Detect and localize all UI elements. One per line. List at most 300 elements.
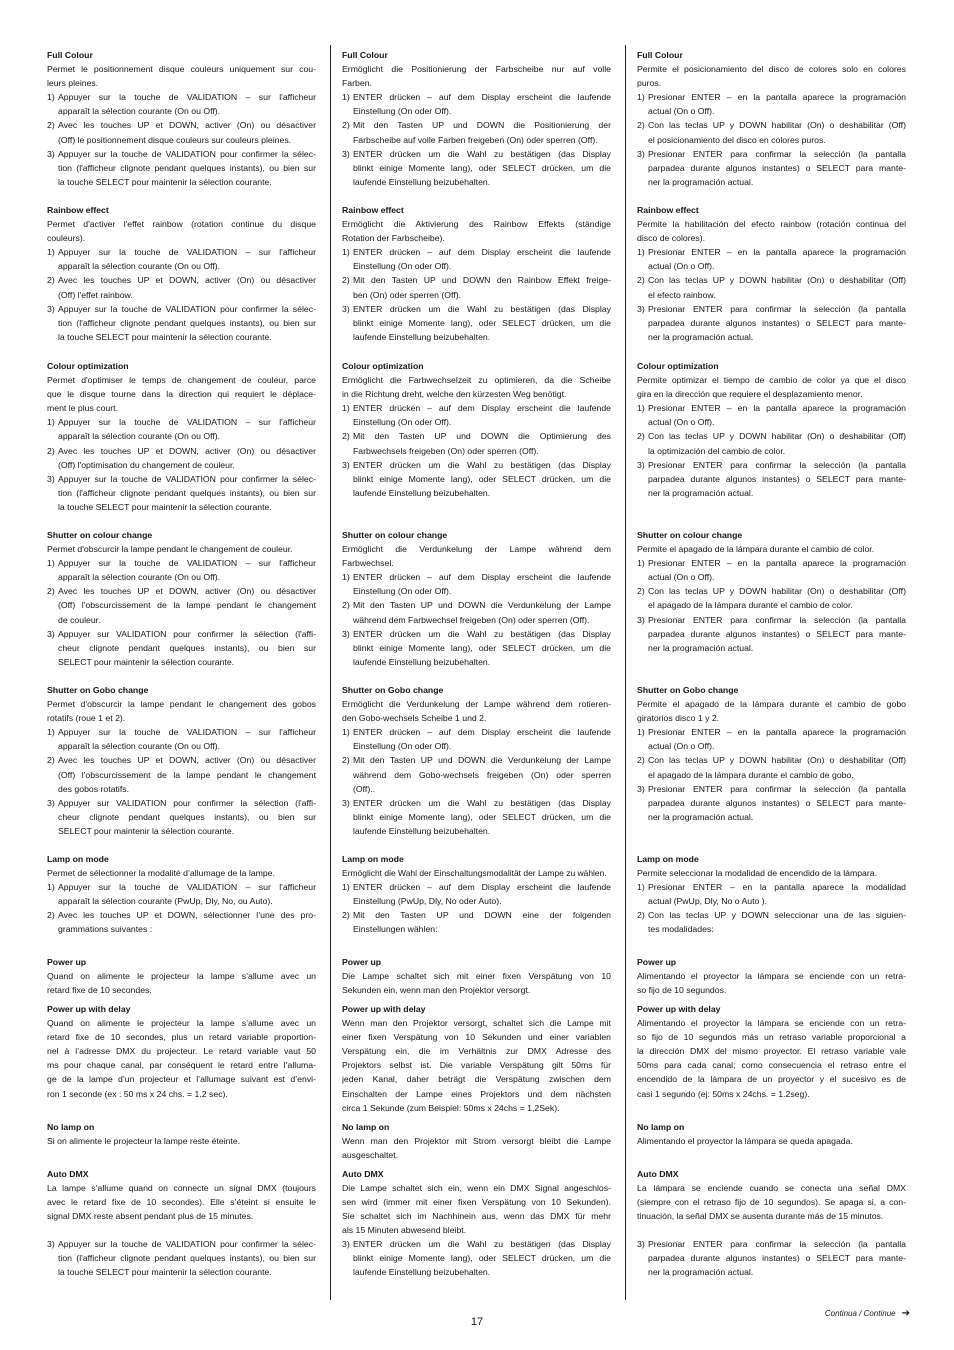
paragraph xyxy=(342,1134,611,1162)
step-item xyxy=(637,458,906,500)
text-line: während dem Gobo-wechsels freigeben (On) oder sperren xyxy=(353,769,611,780)
step-item xyxy=(342,401,611,429)
step-number: 1) xyxy=(47,247,55,258)
step-item xyxy=(637,401,906,429)
text-line: ner la programación actual. xyxy=(648,487,754,498)
step-item xyxy=(47,627,316,669)
text-line: Projektors selbst ist. Die variable Verspätung gilt 50ms für xyxy=(342,1060,611,1071)
text-line: Einstellung (On oder Off). xyxy=(353,586,452,597)
text-line: blinkt einige Momente lang), oder SELECT drücken, um die xyxy=(353,162,611,173)
step-number: 2) xyxy=(342,910,350,921)
step-number: 2) xyxy=(637,275,645,286)
text-line: Alimentando el proyector la lámpara se enciende con un retra- xyxy=(637,971,906,982)
step-item xyxy=(637,1237,906,1279)
text-line: couleurs). xyxy=(47,233,86,244)
text-line: parpadea durante algunos instantes) o SELECT para mante- xyxy=(648,628,906,639)
text-line: ner la programación actual. xyxy=(648,176,754,187)
step-number: 2) xyxy=(637,755,645,766)
text-line: La lampe s’allume quand on connecte un signal DMX (toujours xyxy=(47,1183,316,1194)
text-line: Permite el apagado de la lámpara durante el cambio de gobo xyxy=(637,699,906,710)
section-title: Auto DMX xyxy=(47,1168,89,1179)
text-line: el apagado de la lámpara durante el cambio de gobo. xyxy=(648,769,854,780)
text-line: Avec les touches UP et DOWN, activer (On) ou désactiver xyxy=(58,586,316,597)
step-item xyxy=(342,245,611,273)
step-number: 1) xyxy=(47,727,55,738)
text-line: apparaît la sélection courante (On ou Off). xyxy=(58,431,221,442)
text-line: Permet de sélectionner la modalité d’allumage de la lampe. xyxy=(47,868,275,879)
text-line: Farben. xyxy=(342,78,372,89)
colour-optimization-section xyxy=(47,359,316,514)
section-title: Shutter on colour change xyxy=(342,529,448,540)
section-title: Rainbow effect xyxy=(47,204,109,215)
text-line: Permet d'obscurcir la lampe pendant le changement de couleur. xyxy=(47,544,293,555)
step-item xyxy=(47,245,316,273)
text-line: tion (l'afficheur clignote pendant quelques instants), ou bien sur xyxy=(58,162,316,173)
full-colour-section xyxy=(47,48,316,189)
text-line: tinuación, la señal DMX se ausenta durante más de 15 minutos. xyxy=(637,1211,884,1222)
step-number: 2) xyxy=(342,120,350,131)
text-line: tion (l'afficheur clignote pendant quelques instants), ou bien sur xyxy=(58,317,316,328)
text-line: Presionar ENTER para confirmar la selección (la pantalla xyxy=(648,614,906,625)
step-item xyxy=(342,627,611,669)
text-line: Ermöglicht die Wahl der Einschaltungsmodalität der Lampe zu wählen. xyxy=(342,868,607,879)
step-number: 2) xyxy=(342,431,350,442)
text-line: tes modalidades: xyxy=(648,924,714,935)
step-item xyxy=(342,796,611,838)
text-line: Sie schaltet sich im Nachhinein aus, wenn das DMX für mehr xyxy=(342,1211,611,1222)
text-line: parpadea durante algunos instantes) o SELECT para mante- xyxy=(648,162,906,173)
paragraph xyxy=(637,217,906,245)
section-title: Colour optimization xyxy=(342,360,424,371)
step-number: 3) xyxy=(637,148,645,159)
text-line: Mit den Tasten UP und DOWN den Rainbow Effekt freige- xyxy=(353,275,611,286)
shutter-on-colour-change-section xyxy=(47,528,316,669)
text-line: Appuyer sur la touche de VALIDATION – sur l'afficheur xyxy=(58,417,316,428)
step-number: 1) xyxy=(342,572,350,583)
paragraph xyxy=(637,1181,906,1223)
step-item xyxy=(637,725,906,753)
step-item xyxy=(47,796,316,838)
text-line: Con las teclas UP y DOWN habilitar (On) o deshabilitar (Off) xyxy=(648,431,906,442)
text-line: casi 1 segundo (ej: 50ms x 24chs. = 1.2seg). xyxy=(637,1088,810,1099)
step-number: 1) xyxy=(637,247,645,258)
text-line: tion (l'afficheur clignote pendant quelques instants), ou bien sur xyxy=(58,1253,316,1264)
section-title: Power up with delay xyxy=(637,1003,721,1014)
step-number: 3) xyxy=(637,1238,645,1249)
step-item xyxy=(342,273,611,301)
text-line: Avec les touches UP et DOWN, sélectionner l’une des pro- xyxy=(58,910,316,921)
text-line: la touche SELECT pour maintenir la sélection courante. xyxy=(58,331,272,342)
step-item xyxy=(637,118,906,146)
text-line: Presionar ENTER – en la pantalla aparece la programación xyxy=(648,92,906,103)
text-line: la touche SELECT pour maintenir la sélection courante. xyxy=(58,501,272,512)
text-line: Presionar ENTER para confirmar la selección (la pantalla xyxy=(648,459,906,470)
text-line: laufende Einstellung beizubehalten. xyxy=(353,331,491,342)
section-title: Lamp on mode xyxy=(637,853,699,864)
step-number: 2) xyxy=(637,431,645,442)
step-number: 3) xyxy=(342,628,350,639)
paragraph xyxy=(342,1181,611,1237)
text-line: Presionar ENTER – en la pantalla aparece la programación xyxy=(648,403,906,414)
step-item xyxy=(342,570,611,598)
text-line: Ermöglicht die Aktivierung des Rainbow Effekts (ständige xyxy=(342,219,611,230)
text-line: jeden Kanal, daher beträgt die Verspätung zwischen dem xyxy=(342,1074,611,1085)
step-number: 2) xyxy=(47,445,55,456)
step-number: 3) xyxy=(342,459,350,470)
text-line: cheur clignote pendant quelques instants), ou bien sur xyxy=(58,642,316,653)
text-line: sen wird (immer mit einer fixen Verspätung von 10 Sekunden). xyxy=(342,1197,611,1208)
step-number: 1) xyxy=(47,92,55,103)
text-line: Einstellung (On oder Off). xyxy=(353,417,452,428)
text-line: Wenn man den Projektor mit Strom versorgt bleibt die Lampe xyxy=(342,1136,611,1147)
text-line: avec le retard fixe de 10 secondes). Elle s’éteint si ensuite le xyxy=(47,1197,316,1208)
text-line: la touche SELECT pour maintenir la sélection courante. xyxy=(58,1267,272,1278)
text-line: la dirección DMX del mismo proyector. El retraso variable vale xyxy=(637,1046,906,1057)
full-colour-section xyxy=(637,48,906,189)
text-line: Presionar ENTER – en la pantalla aparece la modalidad xyxy=(648,882,906,893)
text-line: Einstellung (On oder Off). xyxy=(353,741,452,752)
step-item xyxy=(47,584,316,626)
section-title: Power up xyxy=(47,956,87,967)
text-line: Presionar ENTER para confirmar la selección (la pantalla xyxy=(648,1238,906,1249)
text-line: blinkt einige Momente lang), oder SELECT drücken, um die xyxy=(353,642,611,653)
text-line: Appuyer sur la touche de VALIDATION – sur l'afficheur xyxy=(58,92,316,103)
text-line: Permet le positionnement disque couleurs uniquement sur cou- xyxy=(47,64,316,75)
text-line: la touche SELECT pour maintenir la sélection courante. xyxy=(58,176,272,187)
step-number: 1) xyxy=(47,417,55,428)
step-number: 2) xyxy=(342,275,350,286)
step-number: 1) xyxy=(637,92,645,103)
step-number: 3) xyxy=(47,148,55,159)
text-line: Appuyer sur la touche de VALIDATION pour confirmer la sélec- xyxy=(58,303,316,314)
step-item xyxy=(342,429,611,457)
step-item xyxy=(637,245,906,273)
text-line: Presionar ENTER – en la pantalla aparece la programación xyxy=(648,247,906,258)
section-title: Lamp on mode xyxy=(342,853,404,864)
text-line: ENTER drücken – auf dem Display erscheint die laufende xyxy=(353,247,611,258)
text-line: Die Lampe schaltet sich mit einer fixen Verspätung von 10 xyxy=(342,971,611,982)
no-lamp-on-section xyxy=(47,1120,316,1148)
text-line: Farbwechsels freigeben (On) oder sperren (Off). xyxy=(353,445,539,456)
step-item xyxy=(637,429,906,457)
section-title: Shutter on Gobo change xyxy=(342,684,444,695)
text-line: Ermöglicht die Positionierung der Farbscheibe nur auf volle xyxy=(342,64,611,75)
step-number: 3) xyxy=(47,303,55,314)
text-line: ENTER drücken um die Wahl zu bestätigen (das Display xyxy=(353,797,611,808)
step-number: 3) xyxy=(47,1238,55,1249)
step-number: 2) xyxy=(47,755,55,766)
step-number: 1) xyxy=(637,882,645,893)
step-number: 2) xyxy=(342,755,350,766)
step-item xyxy=(47,415,316,443)
text-line: circa 1 Sekunde (zum Beispiel: 50ms x 24chs = 1,2Sek). xyxy=(342,1102,560,1113)
step-number: 3) xyxy=(47,473,55,484)
step-number: 1) xyxy=(47,882,55,893)
confirm-step-section xyxy=(637,1237,906,1279)
text-line: ms pour chaque canal, par conséquent le retard entre l’alluma- xyxy=(47,1060,316,1071)
step-number: 2) xyxy=(47,586,55,597)
lamp-on-mode-section xyxy=(47,852,316,937)
text-line: ENTER drücken um die Wahl zu bestätigen (das Display xyxy=(353,459,611,470)
text-line: Mit den Tasten UP und DOWN die Verdunkelung der Lampe xyxy=(353,755,611,766)
paragraph xyxy=(342,373,611,401)
step-number: 1) xyxy=(342,727,350,738)
step-item xyxy=(637,584,906,612)
text-line: (Off) l'obscurcissement de la lampe pendant le changement xyxy=(58,769,316,780)
text-line: Quand on alimente le projecteur la lampe s’allume avec un xyxy=(47,1018,316,1029)
text-line: Einstellungen wählen: xyxy=(353,924,438,935)
step-item xyxy=(47,725,316,753)
step-item xyxy=(47,1237,316,1279)
step-item xyxy=(342,302,611,344)
text-line: el efecto rainbow. xyxy=(648,289,716,300)
power-up-section xyxy=(637,955,906,997)
step-item xyxy=(47,472,316,514)
text-line: (Off) l'optimisation du changement de couleur. xyxy=(58,459,235,470)
text-line: parpadea durante algunos instantes) o SELECT para mante- xyxy=(648,473,906,484)
power-up-with-delay-section xyxy=(342,1002,611,1115)
section-title: Full Colour xyxy=(342,49,388,60)
text-line: parpadea durante algunos instantes) o SELECT para mante- xyxy=(648,317,906,328)
step-number: 1) xyxy=(637,727,645,738)
section-title: Colour optimization xyxy=(47,360,129,371)
text-line: Wenn man den Projektor versorgt, schaltet sich die Lampe mit xyxy=(342,1018,611,1029)
step-item xyxy=(47,880,316,908)
text-line: Farbscheibe auf volle Farben freigeben (On) oder sperren (Off). xyxy=(353,134,598,145)
text-line: Appuyer sur la touche de VALIDATION – sur l'afficheur xyxy=(58,882,316,893)
text-line: ENTER drücken – auf dem Display erscheint die laufende xyxy=(353,92,611,103)
paragraph xyxy=(637,373,906,401)
text-line: Permite el apagado de la lámpara durante el cambio de color. xyxy=(637,544,875,555)
text-line: la optimización del cambio de color. xyxy=(648,445,786,456)
text-line: Avec les touches UP et DOWN, activer (On) ou désactiver xyxy=(58,755,316,766)
text-line: Permet d'activer l'effet rainbow (rotation continue du disque xyxy=(47,219,316,230)
step-item xyxy=(637,302,906,344)
step-number: 3) xyxy=(47,797,55,808)
text-line: ausgeschaltet. xyxy=(342,1150,399,1161)
text-line: Con las teclas UP y DOWN habilitar (On) o deshabilitar (Off) xyxy=(648,275,906,286)
step-number: 3) xyxy=(637,303,645,314)
text-line: Ermöglicht die Farbwechselzeit zu optimieren, da die Scheibe xyxy=(342,375,611,386)
lamp-on-mode-section xyxy=(637,852,906,937)
text-line: Einstellung (On oder Off). xyxy=(353,106,452,117)
text-line: ENTER drücken um die Wahl zu bestätigen (das Display xyxy=(353,148,611,159)
text-line: parpadea durante algunos instantes) o SELECT para mante- xyxy=(648,797,906,808)
step-number: 1) xyxy=(47,558,55,569)
text-line: Mit den Tasten UP und DOWN die Positionierung der xyxy=(353,120,611,131)
arrow-right-icon: ➔ xyxy=(901,1308,910,1319)
page-number: 17 xyxy=(470,1316,484,1328)
text-line: blinkt einige Momente lang), oder SELECT drücken, um die xyxy=(353,1253,611,1264)
text-line: signal DMX reste absent pendant plus de 15 minutes. xyxy=(47,1211,254,1222)
text-line: apparaît la sélection courante (On ou Off). xyxy=(58,741,221,752)
text-line: ment le plus court. xyxy=(47,403,118,414)
text-line: Mit den Tasten UP und DOWN die Optimierung des xyxy=(353,431,611,442)
step-item xyxy=(47,908,316,936)
text-line: Avec les touches UP et DOWN, activer (On) ou désactiver xyxy=(58,120,316,131)
text-line: Presionar ENTER para confirmar la selección (la pantalla xyxy=(648,783,906,794)
step-number: 2) xyxy=(637,586,645,597)
text-line: Permet d'optimiser le temps de changement de couleur, parce xyxy=(47,375,316,386)
step-item xyxy=(637,613,906,655)
text-line: Appuyer sur la touche de VALIDATION – sur l'afficheur xyxy=(58,247,316,258)
text-line: tion (l'afficheur clignote pendant quelques instants), ou bien sur xyxy=(58,487,316,498)
section-title: Lamp on mode xyxy=(47,853,109,864)
section-title: No lamp on xyxy=(637,1121,685,1132)
section-title: Colour optimization xyxy=(637,360,719,371)
text-line: Appuyer sur la touche de VALIDATION pour confirmer la sélec- xyxy=(58,148,316,159)
text-line: SELECT pour maintenir la sélection courante. xyxy=(58,656,235,667)
text-line: Einstellung (On oder Off). xyxy=(353,261,452,272)
section-title: Shutter on colour change xyxy=(637,529,743,540)
paragraph xyxy=(637,866,906,880)
text-line: La lámpara se enciende cuando se conecta una señal DMX xyxy=(637,1183,906,1194)
text-line: Appuyer sur la touche de VALIDATION – sur l'afficheur xyxy=(58,558,316,569)
colour-optimization-section xyxy=(342,359,611,500)
step-item xyxy=(637,753,906,781)
text-line: actual (On o Off). xyxy=(648,417,715,428)
paragraph xyxy=(47,969,316,997)
text-line: laufende Einstellung beizubehalten. xyxy=(353,656,491,667)
step-number: 3) xyxy=(637,459,645,470)
text-line: apparaît la sélection courante (On ou Off). xyxy=(58,572,221,583)
step-number: 2) xyxy=(47,910,55,921)
power-up-section xyxy=(342,955,611,997)
text-line: Farbwechsel. xyxy=(342,558,394,569)
text-line: (Off) le positionnement disque couleurs sur couleurs pleines. xyxy=(58,134,292,145)
paragraph xyxy=(637,1016,906,1101)
step-item xyxy=(47,147,316,189)
continue-note xyxy=(740,1307,910,1321)
text-line: ner la programación actual. xyxy=(648,642,754,653)
step-number: 1) xyxy=(342,403,350,414)
text-line: ner la programación actual. xyxy=(648,811,754,822)
text-line: laufende Einstellung beizubehalten. xyxy=(353,1267,491,1278)
text-line: leurs pleines. xyxy=(47,78,99,89)
text-line: retard fixe de 10 secondes. xyxy=(47,985,152,996)
step-item xyxy=(47,753,316,795)
text-line: laufende Einstellung beizubehalten. xyxy=(353,176,491,187)
text-line: Alimentando el proyector la lámpara se enciende con un retra- xyxy=(637,1018,906,1029)
text-line: blinkt einige Momente lang), oder SELECT drücken, um die xyxy=(353,473,611,484)
step-number: 3) xyxy=(342,303,350,314)
text-line: que le disque tourne dans la direction qui requiert le déplace- xyxy=(47,389,316,400)
text-line: ENTER drücken – auf dem Display erscheint die laufende xyxy=(353,727,611,738)
shutter-on-gobo-change-section xyxy=(637,683,906,824)
text-line: ENTER drücken – auf dem Display erscheint die laufende xyxy=(353,403,611,414)
paragraph xyxy=(342,542,611,570)
step-number: 2) xyxy=(342,600,350,611)
text-line: (Off).. xyxy=(353,783,376,794)
step-number: 1) xyxy=(342,247,350,258)
rainbow-effect-section xyxy=(637,203,906,344)
text-line: Permite la habilitación del efecto rainbow (rotación continua del xyxy=(637,219,906,230)
text-line: Appuyer sur la touche de VALIDATION pour confirmer la sélec- xyxy=(58,473,316,484)
text-line: des gobos rotatifs. xyxy=(58,783,129,794)
step-number: 1) xyxy=(342,92,350,103)
text-line: einer fixen Verspätung von 10 Sekunden und einer variablen xyxy=(342,1032,611,1043)
text-line: parpadea durante algunos instantes) o SELECT para mante- xyxy=(648,1253,906,1264)
text-line: Appuyer sur la touche de VALIDATION – sur l'afficheur xyxy=(58,727,316,738)
text-line: de couleur. xyxy=(58,614,101,625)
text-line: Presionar ENTER – en la pantalla aparece la programación xyxy=(648,727,906,738)
step-item xyxy=(637,90,906,118)
column-divider xyxy=(625,45,626,1300)
text-line: el posicionamiento del disco en colores puros. xyxy=(648,134,826,145)
text-line: so fijo de 10 segundos más un retraso variable proporcional a xyxy=(637,1032,906,1043)
text-line: ENTER drücken – auf dem Display erscheint die laufende xyxy=(353,572,611,583)
section-title: Full Colour xyxy=(47,49,93,60)
colour-optimization-section xyxy=(637,359,906,500)
confirm-step-section xyxy=(342,1237,611,1279)
step-item xyxy=(47,556,316,584)
paragraph xyxy=(637,969,906,997)
section-title: Power up xyxy=(342,956,382,967)
paragraph xyxy=(47,1016,316,1101)
step-number: 2) xyxy=(637,910,645,921)
text-line: Ermöglicht die Verdunkelung der Lampe während dem xyxy=(342,544,611,555)
text-line: Ermöglicht die Verdunkelung der Lampe während dem rotieren- xyxy=(342,699,611,710)
step-item xyxy=(342,118,611,146)
text-line: Permite seleccionar la modalidad de encendido de la lámpara. xyxy=(637,868,878,879)
step-item xyxy=(342,880,611,908)
paragraph xyxy=(47,373,316,415)
text-line: Einschalten der Lampe eines Projektors und dem nächsten xyxy=(342,1088,611,1099)
text-line: Permet d'obscurcir la lampe pendant le changement des gobos xyxy=(47,699,316,710)
section-title: Shutter on colour change xyxy=(47,529,153,540)
section-title: Shutter on Gobo change xyxy=(47,684,149,695)
text-line: (siempre con el retraso fijo de 10 segundos). Se apaga si, a con- xyxy=(637,1197,906,1208)
text-line: blinkt einige Momente lang), oder SELECT drücken, um die xyxy=(353,317,611,328)
paragraph xyxy=(47,542,316,556)
text-line: disco de colores). xyxy=(637,233,706,244)
full-colour-section xyxy=(342,48,611,189)
power-up-with-delay-section xyxy=(637,1002,906,1101)
paragraph xyxy=(342,62,611,90)
text-line: nel à l’adresse DMX du projecteur. Le retard variable vaut 50 xyxy=(47,1046,316,1057)
power-up-with-delay-section xyxy=(47,1002,316,1101)
text-line: Permite el posicionamiento del disco de colores solo en colores xyxy=(637,64,906,75)
rainbow-effect-section xyxy=(47,203,316,344)
text-line: blinkt einige Momente lang), oder SELECT drücken, um die xyxy=(353,811,611,822)
text-line: laufende Einstellung beizubehalten. xyxy=(353,487,491,498)
step-item xyxy=(47,90,316,118)
text-line: Mit den Tasten UP und DOWN eine der folgenden xyxy=(353,910,611,921)
rainbow-effect-section xyxy=(342,203,611,344)
shutter-on-gobo-change-section xyxy=(47,683,316,838)
step-item xyxy=(637,273,906,301)
text-line: giratorios disco 1 y 2. xyxy=(637,713,720,724)
text-line: Appuyer sur VALIDATION pour confirmer la sélection (l'affi- xyxy=(58,797,316,808)
text-line: grammations suivantes : xyxy=(58,924,153,935)
continue-label: Continua / Continue xyxy=(824,1309,896,1318)
lamp-on-mode-section xyxy=(342,852,611,937)
step-number: 2) xyxy=(637,120,645,131)
paragraph xyxy=(47,866,316,880)
step-number: 1) xyxy=(637,403,645,414)
auto-dmx-section xyxy=(637,1167,906,1223)
text-line: retard fixe de 10 secondes, plus un retard variable proportion- xyxy=(47,1032,316,1043)
text-line: so fijo de 10 segundos. xyxy=(637,985,727,996)
section-title: No lamp on xyxy=(47,1121,95,1132)
text-line: ge de la lampe d’un projecteur et l’allumage suivant est d’envi- xyxy=(47,1074,316,1085)
step-item xyxy=(342,908,611,936)
text-line: el apagado de la lámpara durante el cambio de color. xyxy=(648,600,853,611)
step-number: 3) xyxy=(342,797,350,808)
text-line: actual (PwUp, Dly, No o Auto ). xyxy=(648,896,768,907)
step-number: 3) xyxy=(47,628,55,639)
text-line: cheur clignote pendant quelques instants), ou bien sur xyxy=(58,811,316,822)
